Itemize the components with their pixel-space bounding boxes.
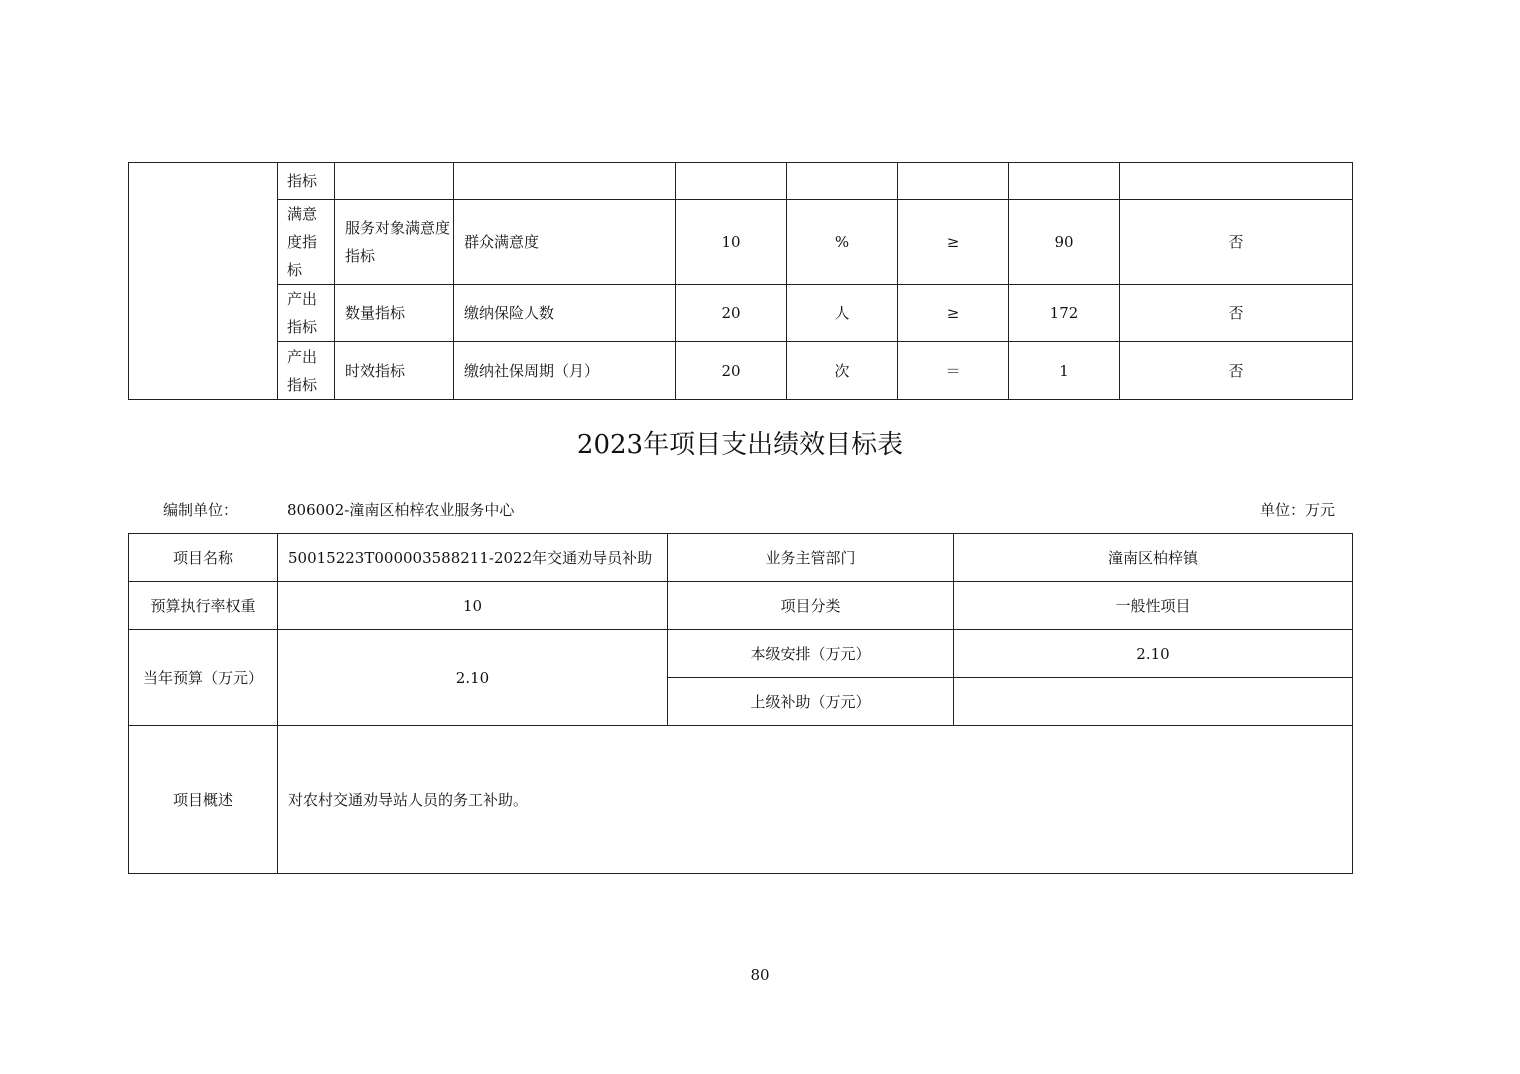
page-number: 80 — [750, 966, 770, 984]
indicator-operator: ＝ — [898, 342, 1009, 400]
table-row — [129, 342, 1353, 400]
upper-label: 上级补助（万元） — [668, 678, 954, 726]
table-row — [129, 285, 1353, 342]
indicator-target: 90 — [1009, 200, 1120, 285]
rate-value: 10 — [278, 582, 668, 630]
table-row — [129, 200, 1353, 285]
org-label: 编制单位： — [163, 501, 239, 519]
indicator-table — [128, 162, 1353, 400]
indicator-operator — [898, 163, 1009, 200]
currency-unit: 单位：万元 — [1260, 501, 1336, 519]
indicator-category: 满意度指标 — [278, 200, 335, 285]
indicator-weight: 20 — [676, 285, 787, 342]
page-title: 2023年项目支出绩效目标表 — [576, 430, 904, 460]
project-table — [128, 533, 1353, 874]
table-row — [129, 630, 1353, 678]
indicator-category: 指标 — [278, 163, 335, 200]
dept-label: 业务主管部门 — [668, 534, 954, 582]
org-value: 806002-潼南区柏梓农业服务中心 — [287, 501, 515, 519]
indicator-unit: 次 — [787, 342, 898, 400]
indicator-flag: 否 — [1120, 342, 1353, 400]
indicator-operator: ≥ — [898, 285, 1009, 342]
budget-label: 当年预算（万元） — [129, 630, 278, 726]
project-name-label: 项目名称 — [129, 534, 278, 582]
indicator-target — [1009, 163, 1120, 200]
project-name-value: 50015223T000003588211-2022年交通劝导员补助 — [278, 534, 668, 582]
dept-value: 潼南区柏梓镇 — [954, 534, 1353, 582]
overview-label: 项目概述 — [129, 726, 278, 874]
rate-label: 预算执行率权重 — [129, 582, 278, 630]
indicator-weight — [676, 163, 787, 200]
class-label: 项目分类 — [668, 582, 954, 630]
indicator-category: 产出指标 — [278, 342, 335, 400]
indicator-flag: 否 — [1120, 200, 1353, 285]
indicator-name: 缴纳保险人数 — [454, 285, 676, 342]
indicator-operator: ≥ — [898, 200, 1009, 285]
indicator-name: 缴纳社保周期（月） — [454, 342, 676, 400]
table-row — [129, 163, 1353, 200]
overview-value: 对农村交通劝导站人员的务工补助。 — [278, 726, 1353, 874]
upper-value — [954, 678, 1353, 726]
empty-cell — [129, 163, 278, 400]
indicator-unit: 人 — [787, 285, 898, 342]
indicator-name: 群众满意度 — [454, 200, 676, 285]
indicator-category: 产出指标 — [278, 285, 335, 342]
indicator-weight: 20 — [676, 342, 787, 400]
indicator-weight: 10 — [676, 200, 787, 285]
table-row — [129, 534, 1353, 582]
indicator-flag — [1120, 163, 1353, 200]
table-row — [129, 582, 1353, 630]
indicator-subcategory: 时效指标 — [335, 342, 454, 400]
indicator-flag: 否 — [1120, 285, 1353, 342]
table-row — [129, 726, 1353, 874]
indicator-unit — [787, 163, 898, 200]
indicator-subcategory: 服务对象满意度指标 — [335, 200, 454, 285]
indicator-target: 172 — [1009, 285, 1120, 342]
class-value: 一般性项目 — [954, 582, 1353, 630]
local-label: 本级安排（万元） — [668, 630, 954, 678]
indicator-subcategory: 数量指标 — [335, 285, 454, 342]
indicator-subcategory — [335, 163, 454, 200]
budget-value: 2.10 — [278, 630, 668, 726]
indicator-target: 1 — [1009, 342, 1120, 400]
indicator-name — [454, 163, 676, 200]
indicator-unit: % — [787, 200, 898, 285]
local-value: 2.10 — [954, 630, 1353, 678]
